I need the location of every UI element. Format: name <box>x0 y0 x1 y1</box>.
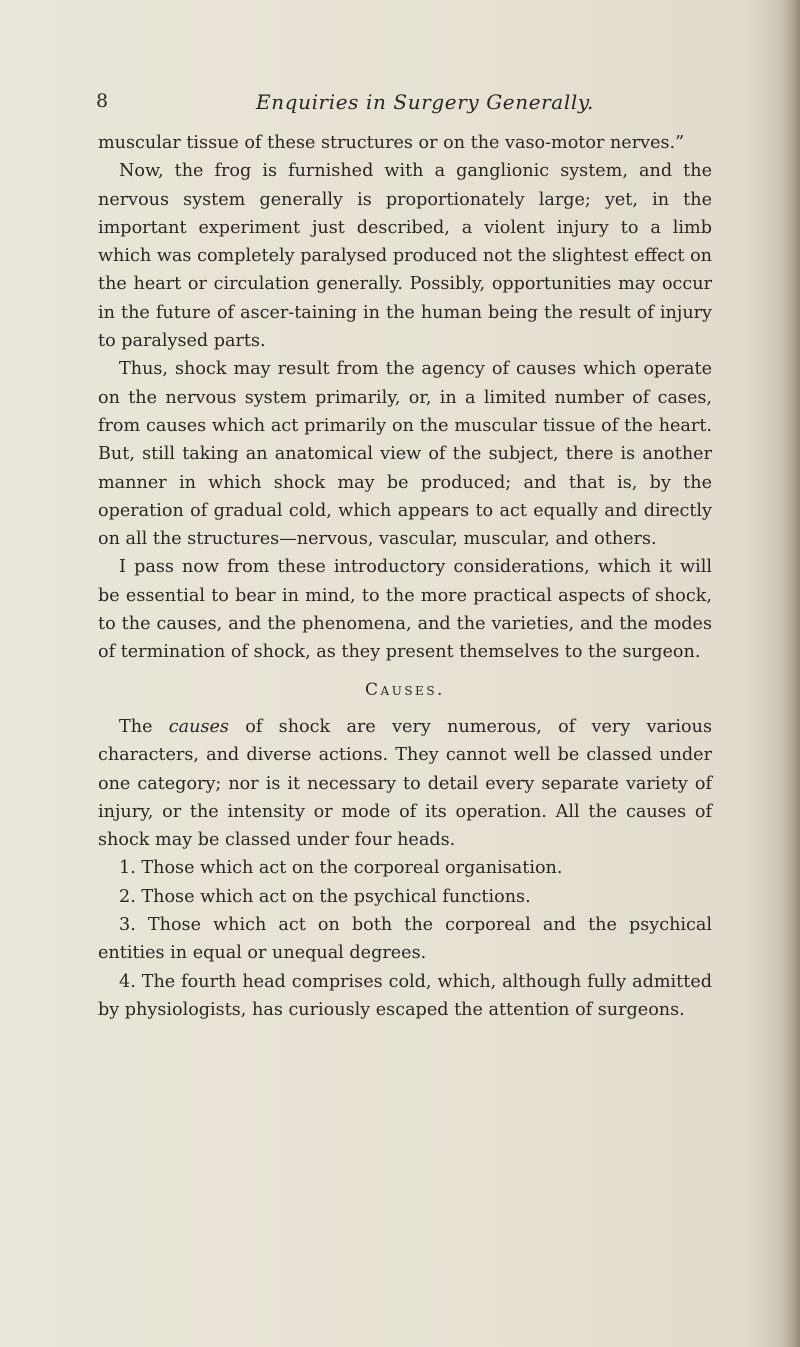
body-text <box>98 129 712 1024</box>
paragraph-3: Thus, shock may result from the agency of causes which operate on the nervous system primarily, or, in a limited number of cases, from causes which act primarily on the muscular tissue of the heart. But, still taking an anatomical view of the subject, there is another manner in which shock may be produced; and that is, by the operation of gradual cold, which appears to act equally and directly on all the structures—nervous, vascular, muscular, and others. <box>98 359 712 550</box>
list-item-1: 1. Those which act on the corporeal organisation. <box>119 858 563 879</box>
paragraph-2: Now, the frog is furnished with a ganglionic system, and the nervous system generally is proportionately large; yet, in the important experiment just described, a violent injury to a limb which was completely paralysed produced not the slightest effect on the heart or circulation generally. Possibly, opportunities may occur in the future of ascer-taining in the human being the result of injury to paralysed parts. <box>98 161 712 352</box>
intro-text-before: The <box>119 716 169 737</box>
list-item-4: 4. The fourth head comprises cold, which, although fully admitted by physiologists, has curiously escaped the attention of surgeons. <box>98 971 712 1020</box>
section-intro-paragraph <box>98 713 712 854</box>
intro-emphasis: causes <box>168 716 229 737</box>
page-header <box>96 90 716 120</box>
paragraph-1: muscular tissue of these structures or on the vaso-motor nerves.” <box>98 133 685 153</box>
page-edge-shadow <box>782 0 800 1347</box>
list-item-2: 2. Those which act on the psychical functions. <box>119 886 531 907</box>
page-number: 8 <box>96 90 109 112</box>
list-item-3: 3. Those which act on both the corporeal and the psychical entities in equal or unequal degrees. <box>98 915 712 964</box>
running-title: Enquiries in Surgery Generally. <box>256 90 595 114</box>
section-heading: Causes. <box>365 679 445 700</box>
paragraph-4: I pass now from these introductory considerations, which it will be essential to bear in mind, to the more practical aspects of shock, to the causes, and the phenomena, and the varieties, and the modes of termination of shock, as they present themselves to the surgeon. <box>98 557 712 663</box>
intro-text-after: of shock are very numerous, of very various characters, and diverse actions. They cannot well be classed under one category; nor is it necessary to detail every separate variety of injury, or the intensity or mode of its operation. All the causes of shock may be classed under four heads. <box>98 716 712 851</box>
